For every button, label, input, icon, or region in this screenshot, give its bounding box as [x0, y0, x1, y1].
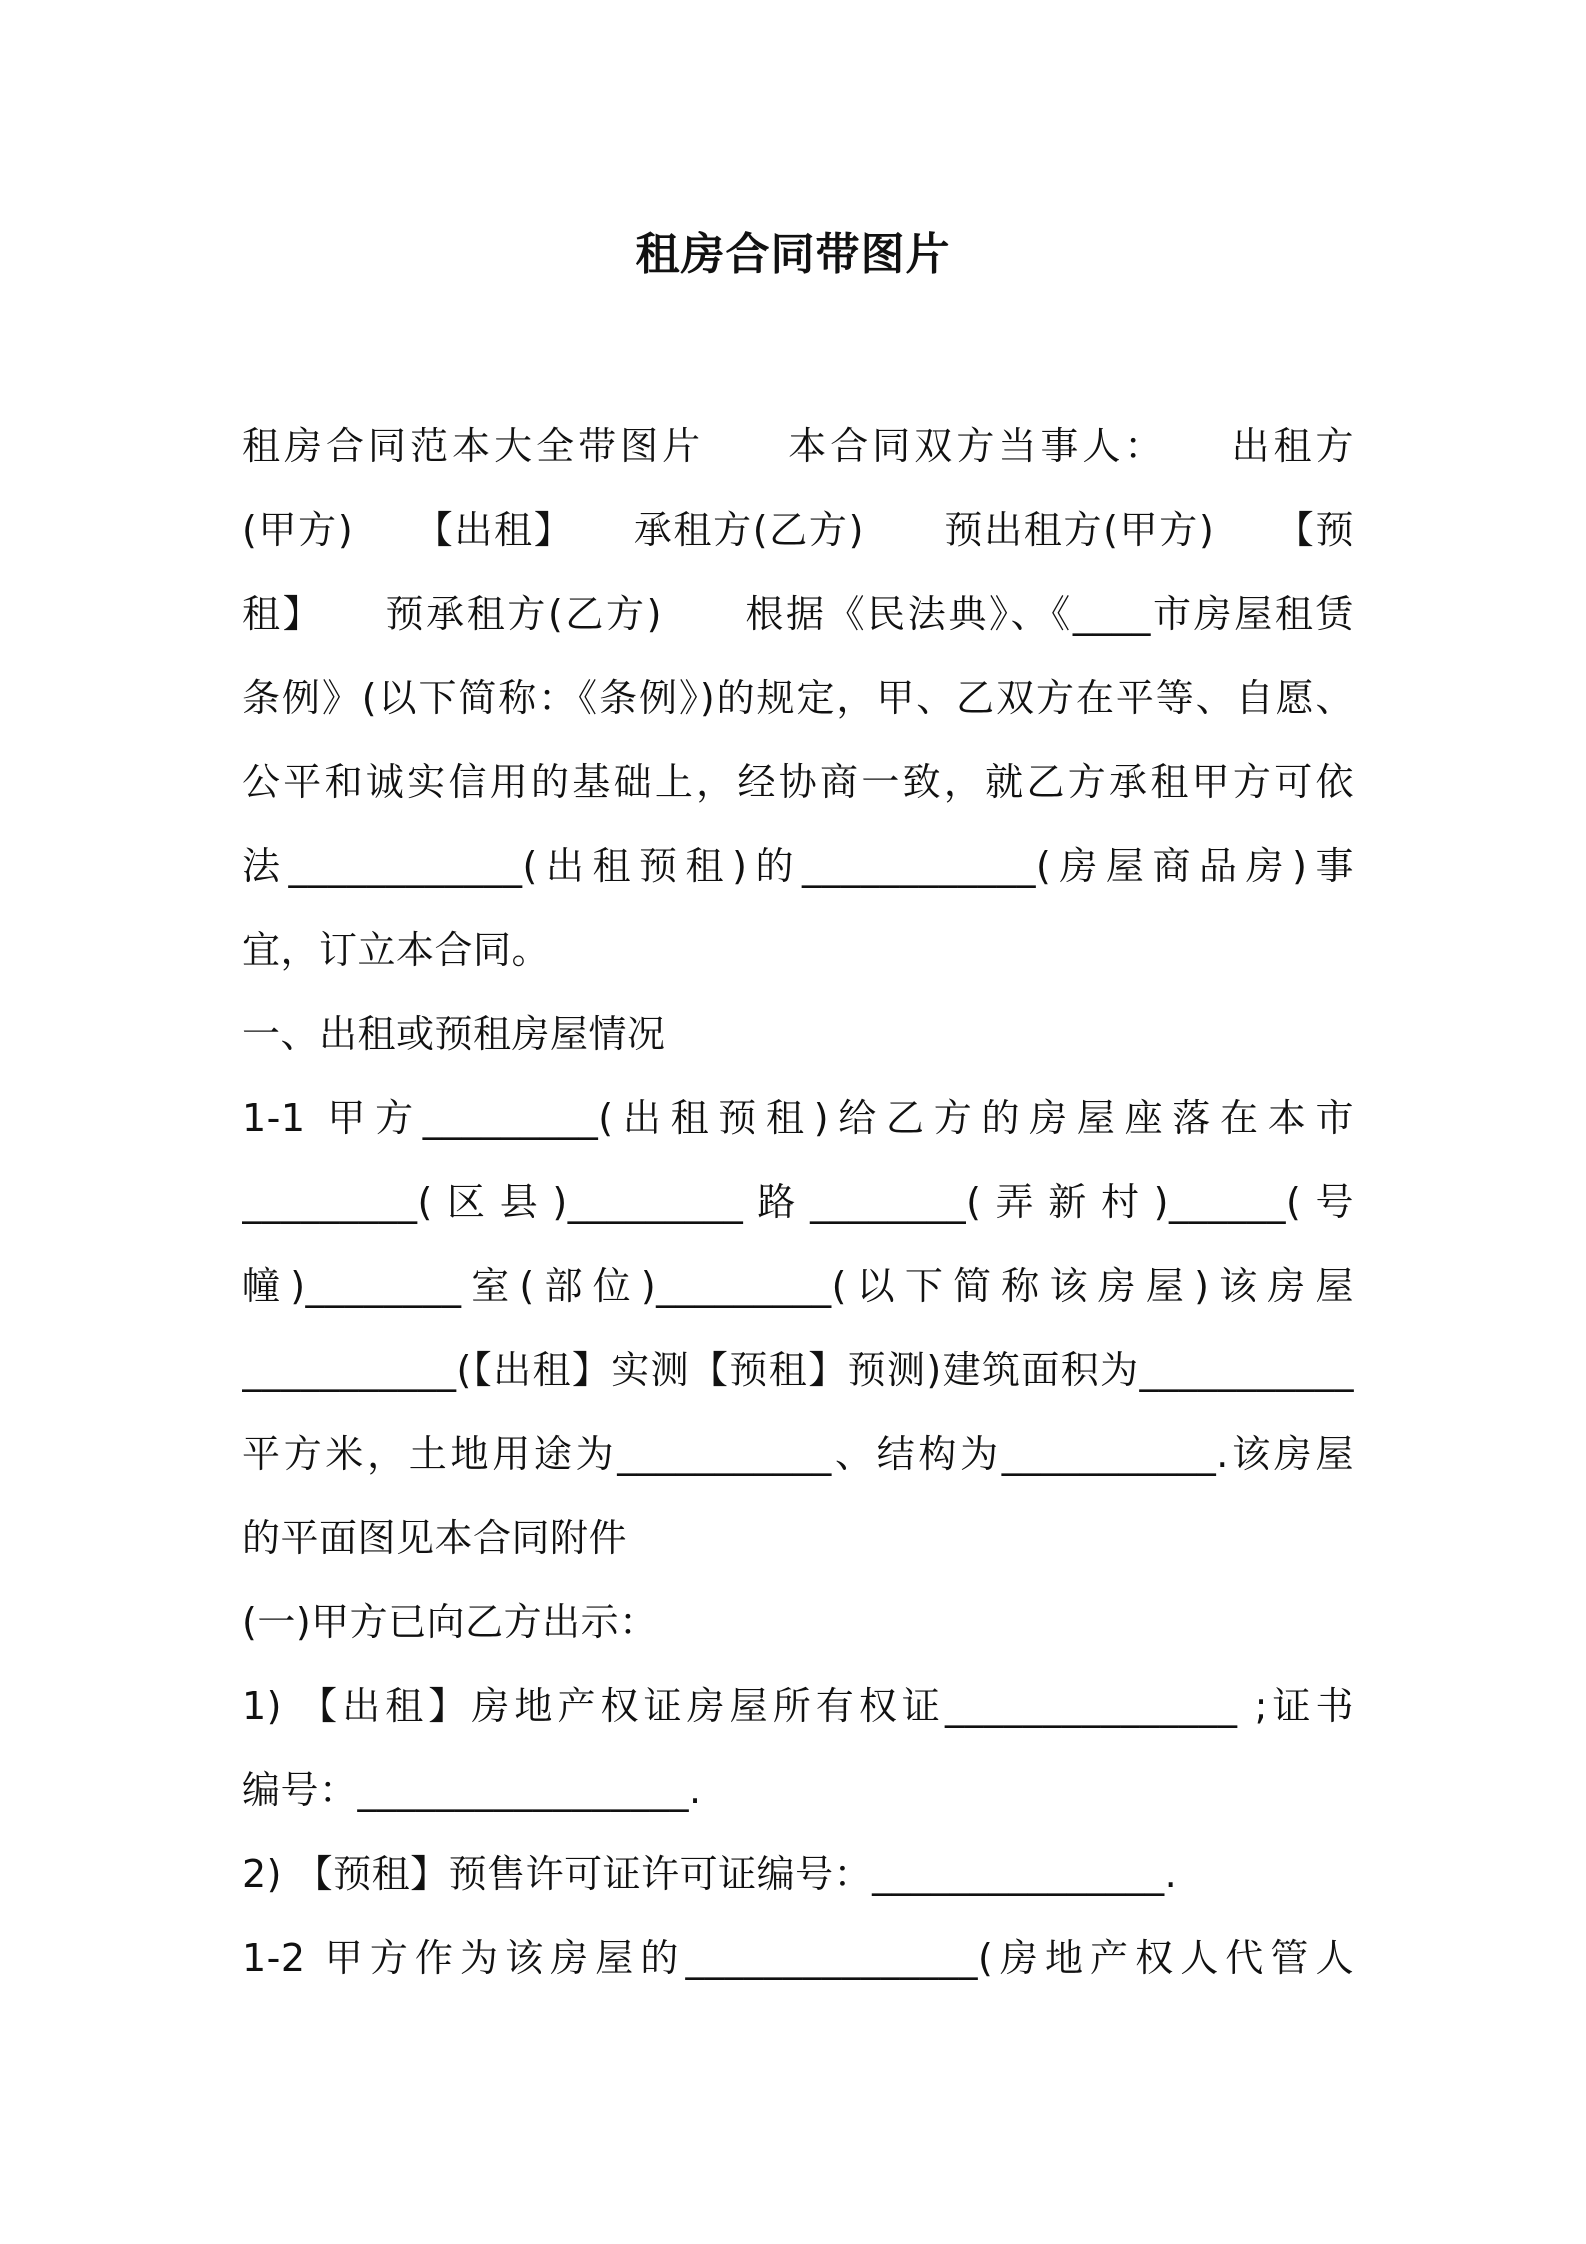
- text-line: 幢)________室(部位)_________(以下简称该房屋)该房屋: [242, 1264, 1354, 1308]
- text-line: (甲方) 【出租】 承租方(乙方) 预出租方(甲方) 【预: [242, 508, 1354, 552]
- text-line: 公平和诚实信用的基础上，经协商一致，就乙方承租甲方可依: [242, 760, 1354, 804]
- text-line: 平方米，土地用途为___________、结构为___________.该房屋: [242, 1432, 1354, 1476]
- text-line: 1-2 甲方作为该房屋的_______________(房地产权人代管人: [242, 1936, 1354, 1980]
- text-line: ___________(【出租】实测【预租】预测)建筑面积为___________: [242, 1348, 1354, 1392]
- text-line: 法____________(出租预租)的____________(房屋商品房)事: [242, 844, 1354, 888]
- text-line: _________(区县)_________路________(弄新村)______(号: [242, 1180, 1354, 1224]
- text-line: 的平面图见本合同附件: [242, 1516, 628, 1560]
- text-line: 宜，订立本合同。: [242, 928, 551, 972]
- document-title: 租房合同带图片: [635, 229, 951, 280]
- text-line: 条例》(以下简称：《条例》)的规定，甲、乙双方在平等、自愿、: [242, 676, 1354, 720]
- text-line: 1) 【出租】房地产权证房屋所有权证_______________ ;证书: [242, 1684, 1354, 1728]
- document-body: [242, 404, 1354, 2000]
- text-line: 租房合同范本大全带图片 本合同双方当事人： 出租方: [242, 424, 1354, 468]
- text-line: 2) 【预租】预售许可证许可证编号：_______________.: [242, 1852, 1178, 1896]
- subsection-heading: (一)甲方已向乙方出示：: [242, 1600, 658, 1644]
- section-heading: 一、出租或预租房屋情况: [242, 1012, 666, 1056]
- text-line: 1-1 甲方_________(出租预租)给乙方的房屋座落在本市: [242, 1096, 1354, 1140]
- text-line: 租】 预承租方(乙方) 根据《民法典》、《____市房屋租赁: [242, 592, 1354, 636]
- text-line: 编号：_________________.: [242, 1768, 702, 1812]
